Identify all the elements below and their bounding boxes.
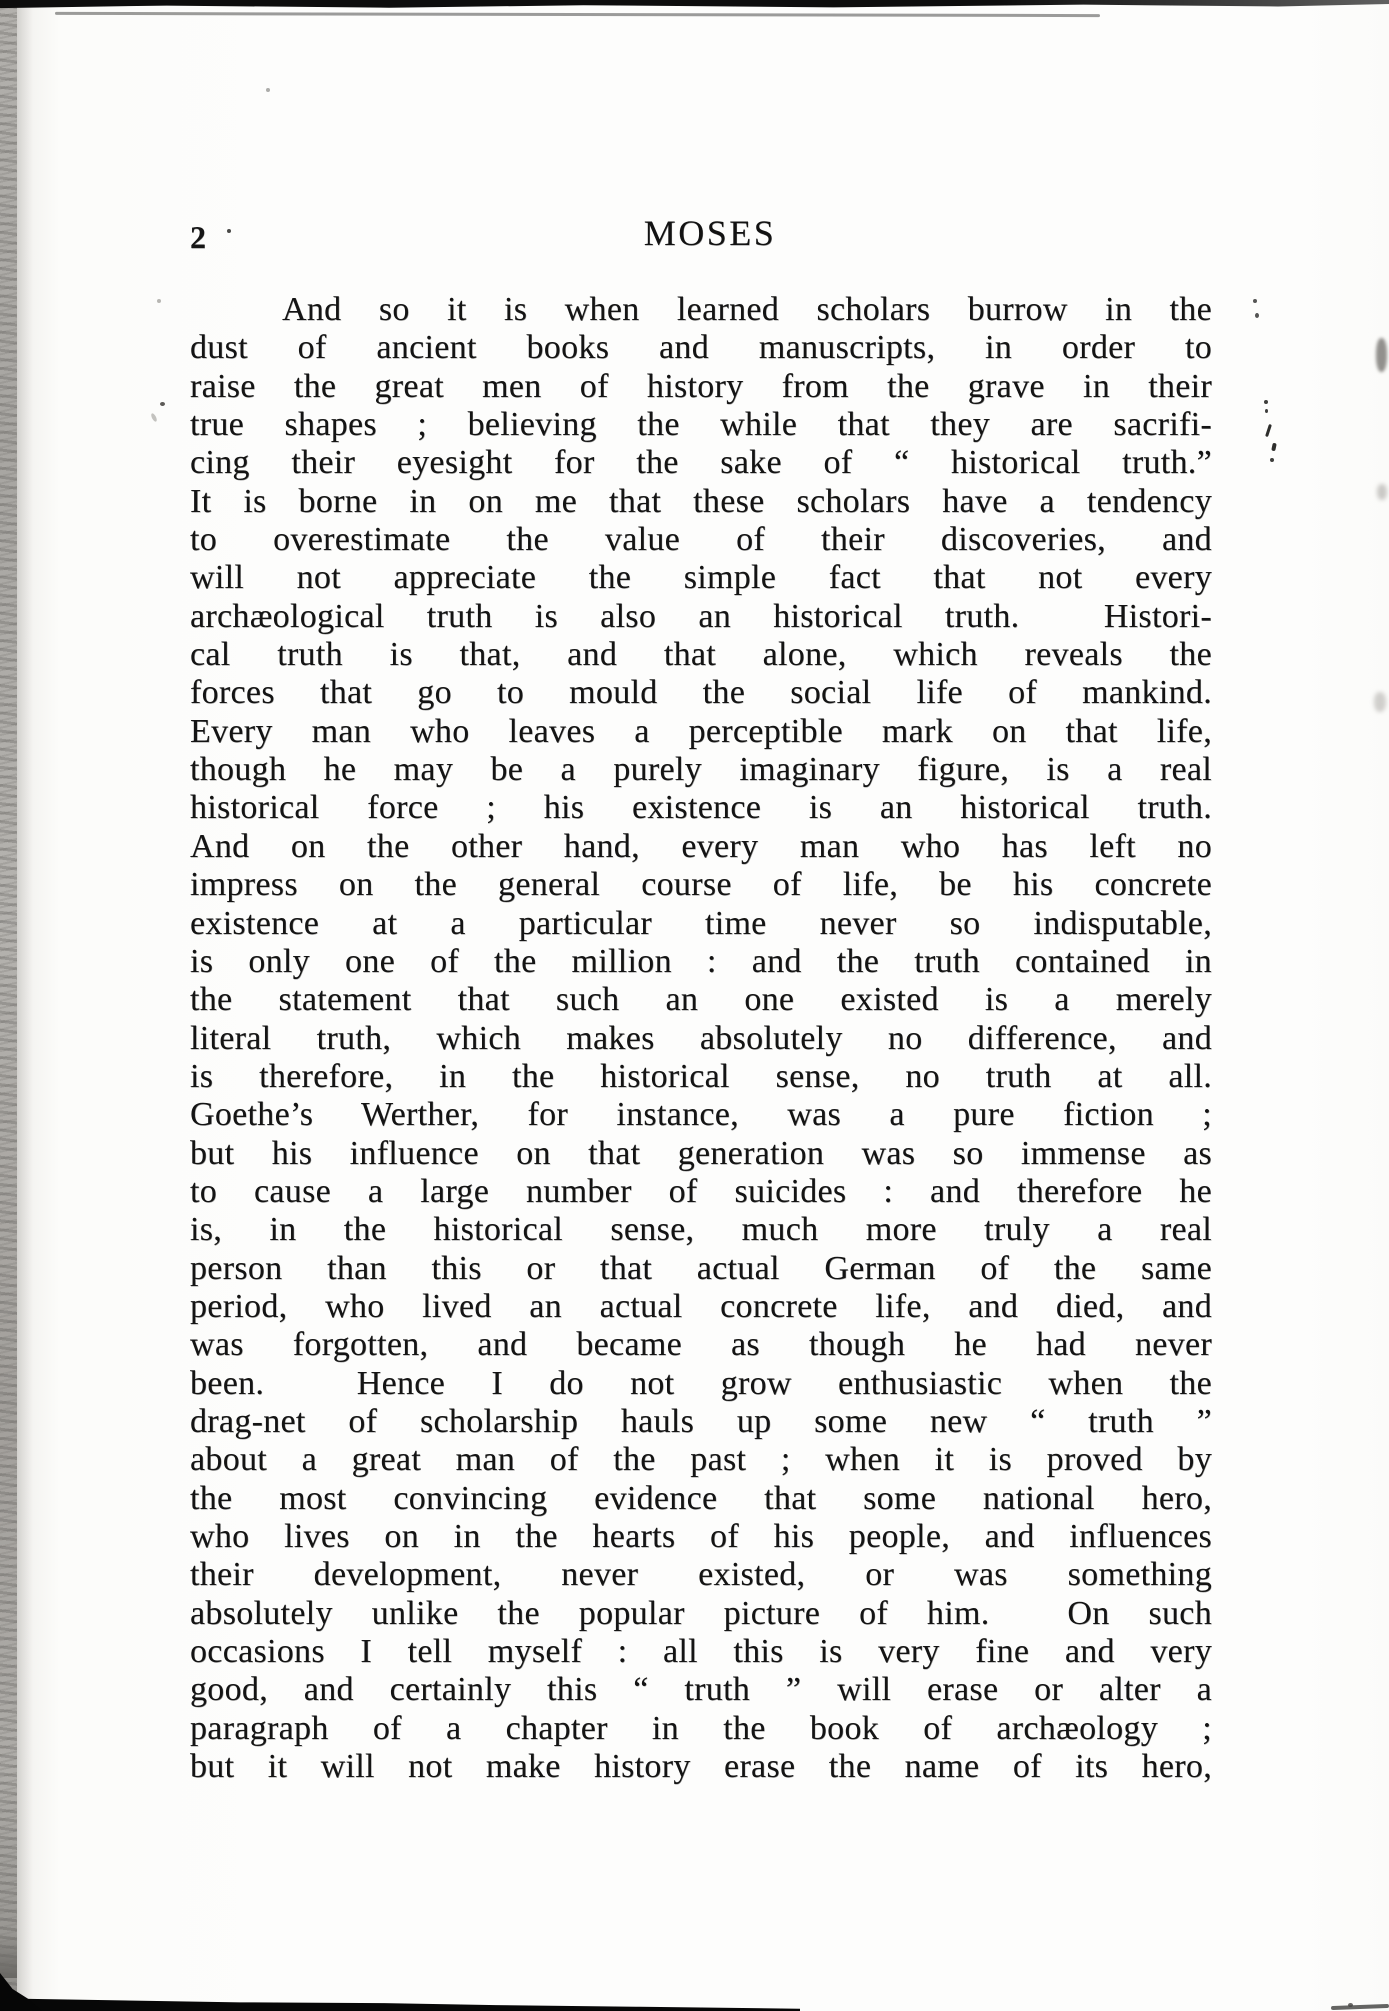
text-line: been. Hence I do not grow enthusiastic when the	[190, 1364, 1212, 1402]
scan-artifact	[157, 299, 161, 303]
text-line: but his influence on that generation was so immense as	[190, 1134, 1212, 1172]
scan-artifact	[0, 1933, 17, 1978]
scan-artifact	[1271, 443, 1277, 452]
text-line: raise the great men of history from the grave in their	[190, 367, 1212, 405]
text-line: Every man who leaves a perceptible mark on that life,	[190, 712, 1212, 750]
text-line: the most convincing evidence that some national hero,	[190, 1479, 1212, 1517]
text-line: is, in the historical sense, much more truly a real	[190, 1211, 1212, 1249]
scan-artifact	[1377, 484, 1387, 500]
text-line: cing their eyesight for the sake of “ historical truth.”	[190, 444, 1212, 482]
scan-artifact	[1374, 692, 1386, 712]
text-line: though he may be a purely imaginary figure, is a real	[190, 751, 1212, 789]
page-title: MOSES	[643, 213, 777, 253]
text-line: occasions I tell myself : all this is very fine and very	[190, 1633, 1212, 1671]
scan-artifact	[266, 88, 270, 92]
scan-artifact	[1270, 458, 1274, 462]
scan-artifact	[1376, 338, 1387, 372]
text-line: who lives on in the hearts of his people, and influences	[190, 1518, 1212, 1555]
text-line: existence at a particular time never so indisputable,	[190, 904, 1212, 942]
text-line: archæological truth is also an historical truth. Histori-	[190, 597, 1212, 635]
text-line: was forgotten, and became as though he had never	[190, 1326, 1212, 1364]
scan-artifact	[227, 229, 231, 233]
scan-left-edge	[0, 0, 17, 2011]
page-number: 2	[190, 219, 206, 255]
scan-artifact	[1264, 400, 1268, 404]
text-line: And so it is when learned scholars burrow in the	[282, 291, 1212, 328]
text-line: is therefore, in the historical sense, no truth at all.	[190, 1057, 1212, 1095]
text-line: the statement that such an one existed is a merely	[190, 981, 1212, 1019]
text-line: paragraph of a chapter in the book of archæology ;	[190, 1709, 1212, 1747]
text-line: about a great man of the past ; when it is proved by	[190, 1441, 1212, 1479]
scan-artifact	[55, 12, 1100, 17]
text-line: is only one of the million : and the truth contained in	[190, 942, 1212, 980]
text-line: forces that go to mould the social life of mankind.	[190, 674, 1212, 712]
text-line: good, and certainly this “ truth ” will erase or alter a	[190, 1671, 1212, 1709]
text-line: literal truth, which makes absolutely no difference, and	[190, 1019, 1212, 1057]
scan-artifact	[1255, 313, 1259, 318]
text-line: And on the other hand, every man who has left no	[190, 827, 1212, 865]
text-line: true shapes ; believing the while that they are sacrifi-	[190, 406, 1212, 444]
text-line: Goethe’s Werther, for instance, was a pure fiction ;	[190, 1096, 1212, 1134]
text-line: absolutely unlike the popular picture of him. On such	[190, 1594, 1212, 1632]
scan-artifact	[1265, 409, 1268, 413]
text-line: dust of ancient books and manuscripts, in order to	[190, 329, 1212, 367]
text-line: historical force ; his existence is an historical truth.	[190, 789, 1212, 827]
text-line: to overestimate the value of their discoveries, and	[190, 521, 1212, 559]
scan-artifact	[1265, 424, 1272, 437]
scan-artifact	[1331, 2004, 1389, 2010]
text-line: period, who lived an actual concrete life, and died, and	[190, 1287, 1212, 1325]
scan-artifact	[1000, 0, 1389, 9]
text-line: impress on the general course of life, be his concrete	[190, 866, 1212, 904]
text-line: cal truth is that, and that alone, which reveals the	[190, 636, 1212, 674]
text-line: It is borne in on me that these scholars have a tendency	[190, 482, 1212, 520]
text-line: will not appreciate the simple fact that not every	[190, 559, 1212, 597]
text-block	[190, 291, 1212, 1786]
scan-artifact	[150, 413, 158, 423]
text-line: but it will not make history erase the name of its hero,	[190, 1748, 1212, 1786]
scan-bottom-edge	[0, 1997, 800, 2011]
text-line: person than this or that actual German of the same	[190, 1249, 1212, 1287]
scan-artifact	[1253, 299, 1257, 303]
text-line: their development, never existed, or was something	[190, 1556, 1212, 1594]
text-line: drag-net of scholarship hauls up some new “ truth ”	[190, 1402, 1212, 1440]
text-line: to cause a large number of suicides : and therefore he	[190, 1172, 1212, 1210]
scan-left-edge-shadow	[17, 0, 33, 2011]
scan-artifact	[160, 402, 165, 406]
